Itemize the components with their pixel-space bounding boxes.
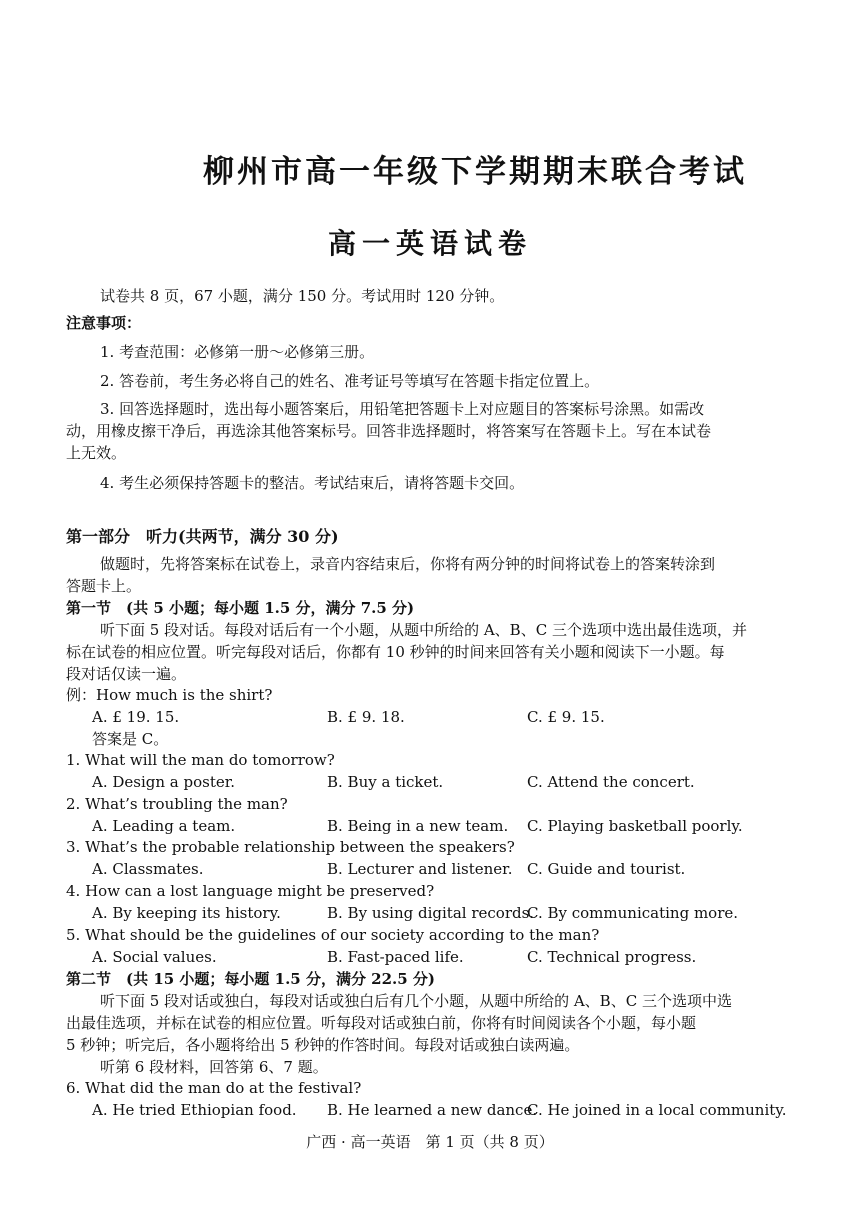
question-4-option-b: B. By using digital records. [327, 904, 535, 922]
question-5-option-a: A. Social values. [92, 948, 217, 966]
part1-heading: 第一部分 听力(共两节，满分 30 分) [66, 527, 339, 546]
example-question: 例：How much is the shirt? [66, 686, 273, 704]
note-item-2: 2. 答卷前，考生务必将自己的姓名、准考证号等填写在答题卡指定位置上。 [100, 372, 600, 390]
question-6-option-b: B. He learned a new dance. [327, 1101, 538, 1119]
question-1-option-b: B. Buy a ticket. [327, 773, 444, 791]
part1-instruction: 做题时，先将答案标在试卷上，录音内容结束后，你将有两分钟的时间将试卷上的答案转涂到 [100, 555, 716, 573]
section2-instruction: 听下面 5 段对话或独白，每段对话或独白后有几个小题，从题中所给的 A、B、C 三个选项中选 [100, 992, 732, 1010]
notes-heading: 注意事项： [66, 314, 142, 332]
question-6-option-c: C. He joined in a local community. [527, 1101, 787, 1119]
question-3-option-c: C. Guide and tourist. [527, 860, 686, 878]
question-1-option-c: C. Attend the concert. [527, 773, 695, 791]
section2-instruction-cont: 出最佳选项，并标在试卷的相应位置。听每段对话或独白前，你将有时间阅读各个小题，每小题 [66, 1014, 697, 1032]
section1-instruction-cont: 标在试卷的相应位置。听完每段对话后，你都有 10 秒钟的时间来回答有关小题和阅读下一小题。每 [66, 643, 725, 661]
question-5-option-c: C. Technical progress. [527, 948, 697, 966]
question-4: 4. How can a lost language might be preserved? [66, 882, 435, 900]
question-6: 6. What did the man do at the festival? [66, 1079, 362, 1097]
question-6-option-a: A. He tried Ethiopian food. [92, 1101, 297, 1119]
note-item-3: 3. 回答选择题时，选出每小题答案后，用铅笔把答题卡上对应题目的答案标号涂黑。如需改 [100, 400, 705, 418]
question-2-option-c: C. Playing basketball poorly. [527, 817, 743, 835]
page-footer: 广西 · 高一英语 第 1 页（共 8 页） [306, 1133, 554, 1151]
question-4-option-c: C. By communicating more. [527, 904, 739, 922]
material-6-note: 听第 6 段材料，回答第 6、7 题。 [100, 1058, 328, 1076]
question-3: 3. What’s the probable relationship between the speakers? [66, 838, 515, 856]
example-option-a: A. £ 19. 15. [92, 708, 180, 726]
exam-subtitle: 高一英语试卷 [327, 227, 532, 260]
exam-intro: 试卷共 8 页，67 小题，满分 150 分。考试用时 120 分钟。 [100, 287, 505, 305]
section1-instruction: 听下面 5 段对话。每段对话后有一个小题，从题中所给的 A、B、C 三个选项中选出最佳选项，并 [100, 621, 747, 639]
question-1-option-a: A. Design a poster. [92, 773, 236, 791]
note-item-1: 1. 考查范围：必修第一册～必修第三册。 [100, 343, 375, 361]
part1-instruction-cont: 答题卡上。 [66, 577, 142, 595]
question-5: 5. What should be the guidelines of our society according to the man? [66, 926, 600, 944]
example-option-c: C. £ 9. 15. [527, 708, 605, 726]
question-2-option-b: B. Being in a new team. [327, 817, 509, 835]
question-3-option-b: B. Lecturer and listener. [327, 860, 513, 878]
question-1: 1. What will the man do tomorrow? [66, 751, 335, 769]
section1-instruction-end: 段对话仅读一遍。 [66, 665, 187, 683]
question-2-option-a: A. Leading a team. [92, 817, 236, 835]
example-answer: 答案是 C。 [92, 730, 169, 748]
question-2: 2. What’s troubling the man? [66, 795, 288, 813]
question-3-option-a: A. Classmates. [92, 860, 204, 878]
section2-instruction-end: 5 秒钟；听完后，各小题将给出 5 秒钟的作答时间。每段对话或独白读两遍。 [66, 1036, 580, 1054]
note-item-3-end: 上无效。 [66, 444, 127, 462]
question-5-option-b: B. Fast-paced life. [327, 948, 464, 966]
example-option-b: B. £ 9. 18. [327, 708, 405, 726]
section2-heading: 第二节 (共 15 小题；每小题 1.5 分，满分 22.5 分) [66, 970, 436, 988]
exam-title: 柳州市高一年级下学期期末联合考试 [203, 154, 747, 190]
note-item-4: 4. 考生必须保持答题卡的整洁。考试结束后，请将答题卡交回。 [100, 474, 525, 492]
section1-heading: 第一节 (共 5 小题；每小题 1.5 分，满分 7.5 分) [66, 599, 415, 617]
note-item-3-cont: 动，用橡皮擦干净后，再选涂其他答案标号。回答非选择题时，将答案写在答题卡上。写在本试卷 [66, 422, 712, 440]
question-4-option-a: A. By keeping its history. [92, 904, 281, 922]
